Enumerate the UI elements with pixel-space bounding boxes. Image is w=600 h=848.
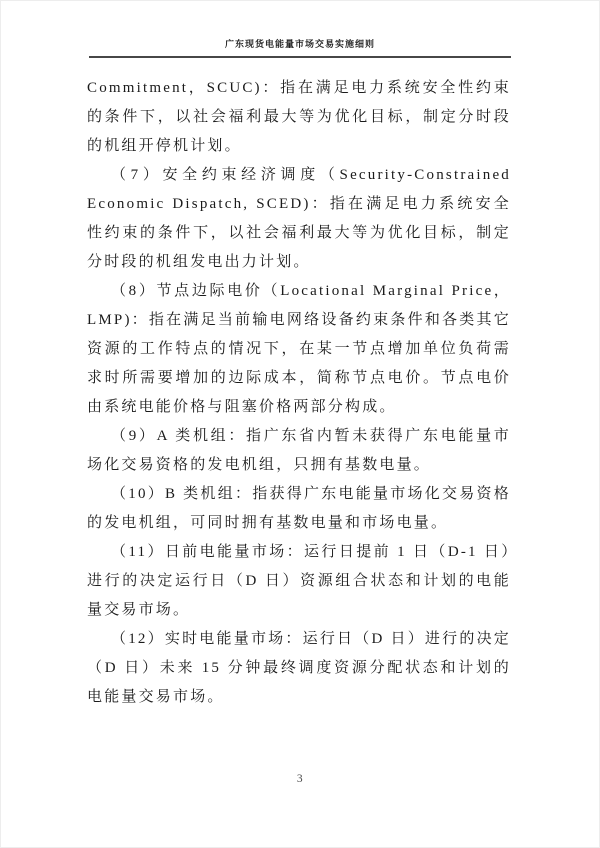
document-body — [87, 74, 511, 712]
paragraph-item-12-real-time-market: （12）实时电能量市场：运行日（D 日）进行的决定（D 日）未来 15 分钟最终调度资源分配状态和计划的电能量交易市场。 — [87, 631, 511, 705]
paragraph-scuc-continuation: Commitment，SCUC)：指在满足电力系统安全性约束的条件下，以社会福利最大等为优化目标，制定分时段的机组开停机计划。 — [87, 80, 511, 154]
page-footer — [1, 769, 599, 787]
paragraph-item-10-class-b-units: （10）B 类机组：指获得广东电能量市场化交易资格的发电机组，可同时拥有基数电量和市场电量。 — [87, 486, 511, 531]
page-header — [89, 37, 511, 58]
paragraph-item-7-sced: （7）安全约束经济调度（Security-Constrained Economic Dispatch, SCED)：指在满足电力系统安全性约束的条件下，以社会福利最大等为优化目标，制定分时段的机组发电出力计划。 — [87, 167, 511, 270]
paragraph-item-11-day-ahead-market: （11）日前电能量市场：运行日提前 1 日（D-1 日）进行的决定运行日（D 日）资源组合状态和计划的电能量交易市场。 — [87, 544, 511, 618]
header-title: 广东现货电能量市场交易实施细则 — [224, 39, 375, 49]
paragraph-item-9-class-a-units: （9）A 类机组：指广东省内暂未获得广东电能量市场化交易资格的发电机组，只拥有基数电量。 — [87, 428, 511, 473]
paragraph-item-8-lmp: （8）节点边际电价（Locational Marginal Price，LMP)：指在满足当前输电网络设备约束条件和各类其它资源的工作特点的情况下，在某一节点增加单位负荷需求时所需要增加的边际成本，简称节点电价。节点电价由系统电能价格与阻塞价格两部分构成。 — [87, 283, 511, 415]
page-number: 3 — [296, 773, 304, 785]
